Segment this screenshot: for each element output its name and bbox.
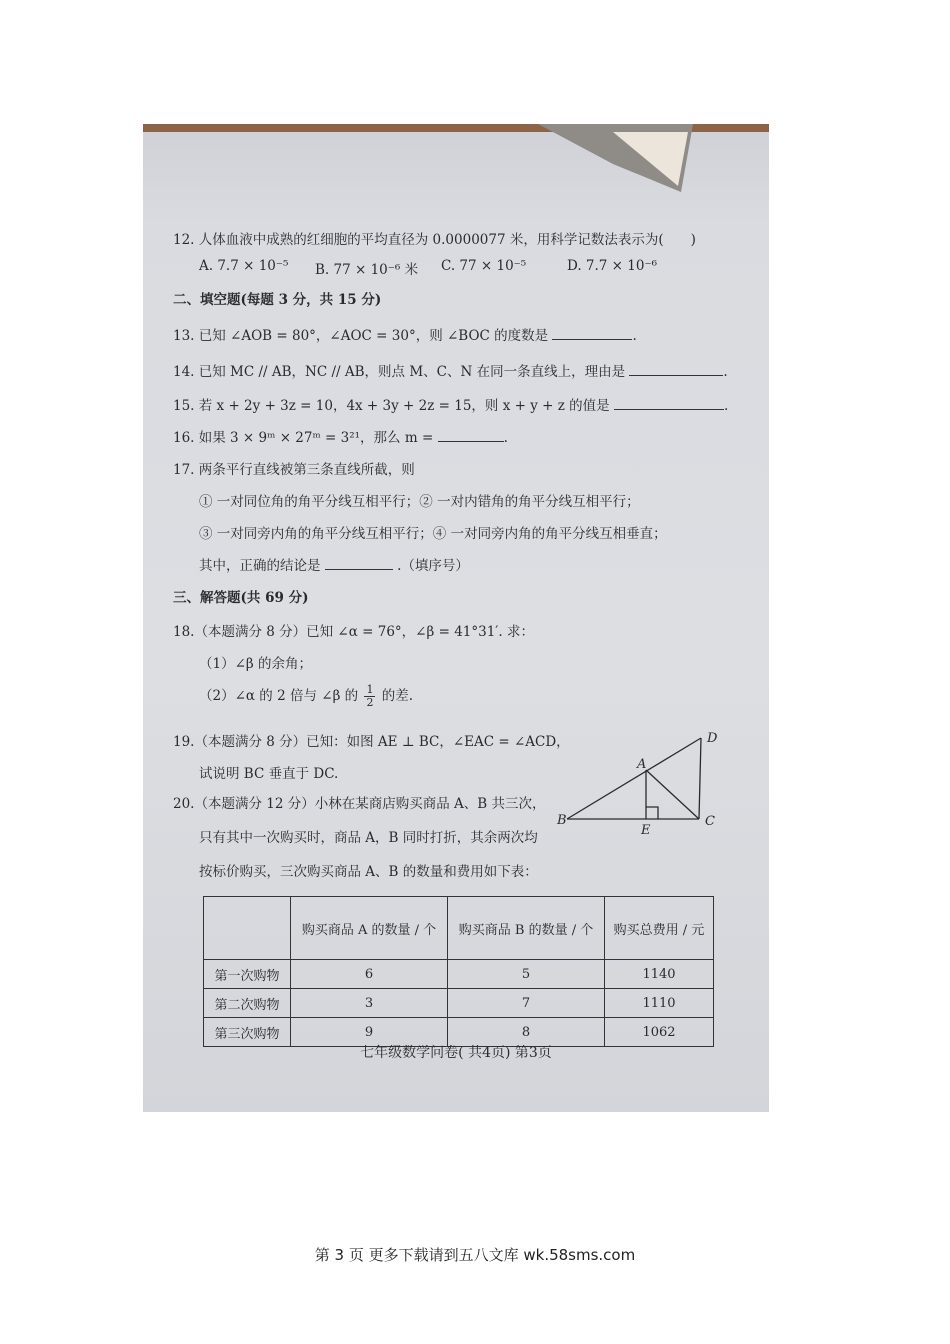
- table-cell: 9: [291, 1018, 448, 1047]
- q17-blank: [325, 569, 393, 570]
- q13-blank: [552, 339, 632, 340]
- fraction-one-half: [364, 684, 375, 709]
- table-cell: 6: [291, 960, 448, 989]
- q17-line3-post: .（填序号）: [397, 558, 469, 574]
- q14-blank: [629, 375, 723, 376]
- folded-paper-corner: [143, 124, 769, 204]
- geometry-figure: [553, 724, 743, 844]
- table-header-qty-b: 购买商品 B 的数量 / 个: [448, 897, 605, 960]
- table-cell: 8: [448, 1018, 605, 1047]
- table-cell: 第三次购物: [204, 1018, 291, 1047]
- q17-line3-pre: 其中，正确的结论是: [199, 558, 321, 574]
- q19-line2: 试说明 BC 垂直于 DC.: [199, 766, 339, 782]
- q17-line3: [199, 554, 469, 574]
- q12-stem: 12. 人体血液中成熟的红细胞的平均直径为 0.0000077 米，用科学记数法表示为( ): [173, 232, 696, 248]
- q20-line2: 只有其中一次购买时，商品 A，B 同时打折，其余两次均: [199, 830, 538, 846]
- q15-text: 15. 若 x + 2y + 3z = 10，4x + 3y + 2z = 15，则 x + y + z 的值是: [173, 398, 610, 414]
- q20-line3: 按标价购买，三次购买商品 A、B 的数量和费用如下表：: [199, 864, 538, 880]
- table-cell: 1062: [605, 1018, 714, 1047]
- table-header-empty: [204, 897, 291, 960]
- q15: 15. 若 x + 2y + 3z = 10，4x + 3y + 2z = 15，则 x + y + z 的值是 .: [173, 398, 729, 414]
- fraction-numerator: 1: [366, 683, 374, 696]
- table-cell: 5: [448, 960, 605, 989]
- q13-text: 13. 已知 ∠AOB = 80°，∠AOC = 30°，则 ∠BOC 的度数是: [173, 328, 549, 344]
- q19-line1: 19.（本题满分 8 分）已知：如图 AE ⊥ BC，∠EAC = ∠ACD，: [173, 734, 570, 750]
- label-b: B: [557, 813, 567, 828]
- line-bd: [567, 738, 701, 819]
- line-ac: [646, 770, 699, 819]
- table-row: [204, 989, 714, 1018]
- label-d: D: [707, 731, 718, 746]
- q14: 14. 已知 MC // AB，NC // AB，则点 M、C、N 在同一条直线上，理由是 .: [173, 364, 728, 380]
- q15-blank: [614, 409, 724, 410]
- exam-photo: [143, 124, 769, 1112]
- table-cell: 7: [448, 989, 605, 1018]
- label-e: E: [641, 823, 651, 838]
- q16-blank: [438, 441, 504, 442]
- q16: 16. 如果 3 × 9ᵐ × 27ᵐ = 3²¹，那么 m = .: [173, 430, 508, 446]
- q14-text: 14. 已知 MC // AB，NC // AB，则点 M、C、N 在同一条直线上，理由是: [173, 364, 626, 380]
- q12-option-b: B. 77 × 10⁻⁶ 米: [315, 262, 419, 278]
- q18-part1: （1）∠β 的余角；: [199, 656, 312, 672]
- page-footer: 第 3 页 更多下载请到五八文库 wk.58sms.com: [314, 1246, 636, 1264]
- table-header-qty-a: 购买商品 A 的数量 / 个: [291, 897, 448, 960]
- purchase-table: [203, 896, 714, 1047]
- q12-option-a: A. 7.7 × 10⁻⁵: [199, 258, 289, 274]
- q18-part2-pre: （2）∠α 的 2 倍与 ∠β 的: [199, 688, 359, 704]
- q17-line1: ① 一对同位角的角平分线互相平行；② 一对内错角的角平分线互相平行；: [199, 494, 640, 510]
- q12-option-c: C. 77 × 10⁻⁵: [441, 258, 527, 274]
- table-header-row: [204, 897, 714, 960]
- section2-heading: 二、填空题(每题 3 分，共 15 分): [173, 292, 382, 308]
- table-cell: 1140: [605, 960, 714, 989]
- q20-line1: 20.（本题满分 12 分）小林在某商店购买商品 A、B 共三次，: [173, 796, 546, 812]
- fraction-denominator: 2: [366, 696, 374, 709]
- label-c: C: [705, 814, 715, 829]
- table-cell: 第二次购物: [204, 989, 291, 1018]
- line-cd: [699, 738, 701, 819]
- table-row: [204, 960, 714, 989]
- q17-line2: ③ 一对同旁内角的角平分线互相平行；④ 一对同旁内角的角平分线互相垂直；: [199, 526, 667, 542]
- q13: 13. 已知 ∠AOB = 80°，∠AOC = 30°，则 ∠BOC 的度数是 .: [173, 328, 637, 344]
- q16-text: 16. 如果 3 × 9ᵐ × 27ᵐ = 3²¹，那么 m =: [173, 430, 434, 446]
- label-a: A: [637, 757, 647, 772]
- q12-option-d: D. 7.7 × 10⁻⁶: [567, 258, 658, 274]
- q17-stem: 17. 两条平行直线被第三条直线所截，则: [173, 462, 415, 478]
- q18-part2: [199, 684, 413, 709]
- paper-footer: 七年级数学问卷( 共4页) 第3页: [360, 1045, 552, 1061]
- table-cell: 第一次购物: [204, 960, 291, 989]
- q18-part2-post: 的差.: [381, 688, 414, 704]
- table-header-total: 购买总费用 / 元: [605, 897, 714, 960]
- q18-stem: 18.（本题满分 8 分）已知 ∠α = 76°，∠β = 41°31′. 求：: [173, 624, 534, 640]
- table-cell: 1110: [605, 989, 714, 1018]
- right-angle-mark: [646, 807, 658, 819]
- section3-heading: 三、解答题(共 69 分): [173, 590, 309, 606]
- table-cell: 3: [291, 989, 448, 1018]
